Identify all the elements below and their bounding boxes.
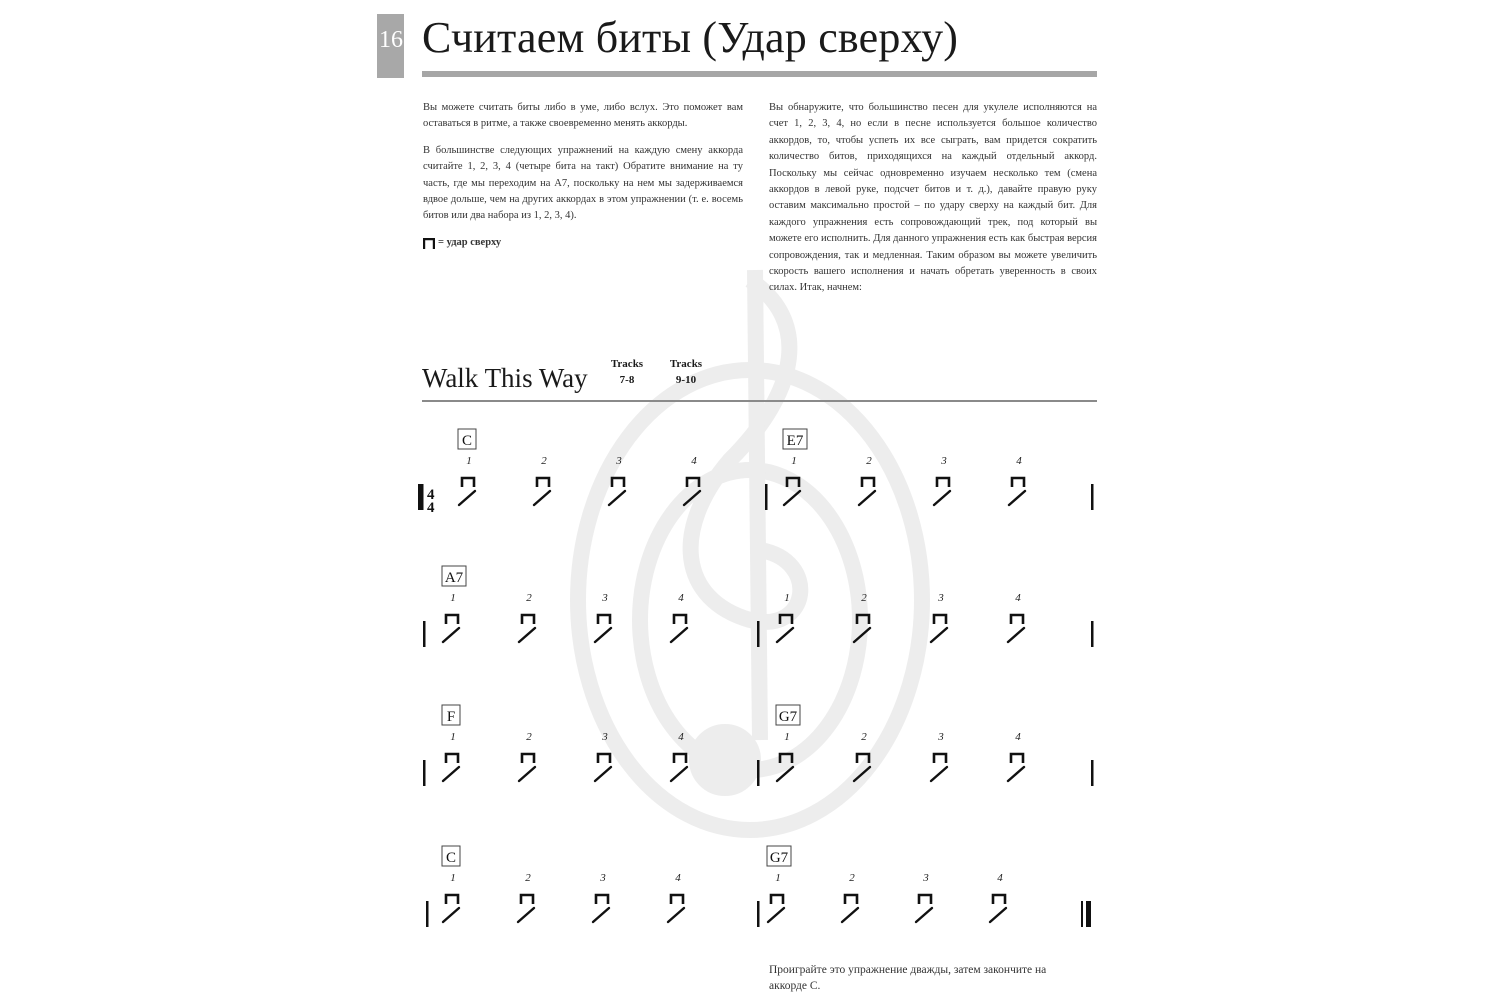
downstroke-symbol xyxy=(845,895,857,904)
slash-notehead xyxy=(777,767,793,781)
beat-number: 1 xyxy=(450,872,456,884)
slash-notehead xyxy=(934,491,950,505)
beat-number: 3 xyxy=(602,592,608,604)
slash-notehead xyxy=(931,628,947,642)
downstroke-symbol xyxy=(937,478,949,487)
downstroke-symbol xyxy=(857,615,869,624)
downstroke-symbol xyxy=(674,754,686,763)
barline xyxy=(1091,484,1094,510)
beat-number: 3 xyxy=(938,731,944,743)
beat-number: 4 xyxy=(1015,592,1021,604)
barline xyxy=(1091,621,1094,647)
beat-number: 2 xyxy=(526,592,532,604)
beat-number: 1 xyxy=(775,872,781,884)
slash-notehead xyxy=(854,767,870,781)
chord-name: E7 xyxy=(786,433,804,449)
tracks-label: Tracks xyxy=(610,358,644,370)
chord-name: A7 xyxy=(444,570,464,586)
downstroke-symbol xyxy=(993,895,1005,904)
intro-paragraph-1: Вы можете считать биты либо в уме, либо вслух. Это поможет вам оставаться в ритме, а также своевременно менять аккорды. xyxy=(423,102,743,130)
beat-number: 3 xyxy=(616,455,622,467)
beat-number: 2 xyxy=(866,455,872,467)
downstroke-symbol xyxy=(934,754,946,763)
downstroke-symbol xyxy=(522,615,534,624)
downstroke-symbol xyxy=(521,895,533,904)
downstroke-symbol xyxy=(446,895,458,904)
beat-number: 2 xyxy=(861,731,867,743)
slash-notehead xyxy=(443,908,459,922)
beat-number: 2 xyxy=(861,592,867,604)
downstroke-symbol xyxy=(462,478,474,487)
slash-notehead xyxy=(595,767,611,781)
chord-name: C xyxy=(445,850,457,866)
barline xyxy=(423,621,426,647)
downstroke-symbol xyxy=(1011,615,1023,624)
slash-notehead xyxy=(609,491,625,505)
beat-number: 2 xyxy=(541,455,547,467)
barline-thin xyxy=(1081,901,1083,927)
downstroke-symbol xyxy=(446,754,458,763)
chord-name: G7 xyxy=(769,850,789,866)
beat-number: 1 xyxy=(466,455,472,467)
slash-notehead xyxy=(595,628,611,642)
downstroke-symbol xyxy=(674,615,686,624)
downstroke-symbol xyxy=(598,615,610,624)
barline xyxy=(426,901,429,927)
slash-notehead xyxy=(1008,628,1024,642)
slash-notehead xyxy=(842,908,858,922)
downstroke-symbol xyxy=(687,478,699,487)
beat-number: 1 xyxy=(784,731,790,743)
downstroke-symbol xyxy=(537,478,549,487)
slash-notehead xyxy=(1008,767,1024,781)
footnote: Проиграйте это упражнение дважды, затем закончите на аккорде C. xyxy=(769,964,1047,992)
song-title: Walk This Way xyxy=(422,363,588,393)
tracks-label: Tracks xyxy=(669,358,703,370)
beat-number: 2 xyxy=(849,872,855,884)
intro-paragraph-3: Вы обнаружите, что большинство песен для укулеле исполняются на счет 1, 2, 3, 4, но если в песне используется большое количество аккордов, то, чтобы успеть их все сыграть, вам придется сократить количество битов, приходящихся на каждый отдельный аккорд. Поскольку мы сейчас одновременно изучаем несколько тем (смена аккордов в левой руке, подсчет битов и т. д.), давайте правую руку оставим максимально простой – по удару сверху на каждый бит. Для каждого упражнения есть сопровождающий трек, под который вы можете его исполнить. Для данного упражнения есть как быстрая версия сопровождения, так и медленная. Таким образом вы можете увеличить скорость вашего исполнения и начать обретать уверенность в своих силах. Итак, начнем: xyxy=(769,102,1097,294)
downstroke-symbol xyxy=(780,754,792,763)
downstroke-symbol xyxy=(612,478,624,487)
beat-number: 1 xyxy=(450,731,456,743)
chord-name: C xyxy=(461,433,473,449)
barline xyxy=(421,484,424,510)
downstroke-symbol xyxy=(1011,754,1023,763)
barline xyxy=(423,760,426,786)
slash-notehead xyxy=(668,908,684,922)
slash-notehead xyxy=(768,908,784,922)
beat-number: 3 xyxy=(941,455,947,467)
barline xyxy=(765,484,768,510)
slash-notehead xyxy=(519,628,535,642)
slash-notehead xyxy=(593,908,609,922)
slash-notehead xyxy=(916,908,932,922)
page-title: Считаем биты (Удар сверху) xyxy=(422,13,959,62)
beat-number: 4 xyxy=(997,872,1003,884)
page-number: 16 xyxy=(379,27,403,53)
slash-notehead xyxy=(443,767,459,781)
downstroke-symbol xyxy=(598,754,610,763)
beat-number: 4 xyxy=(1015,731,1021,743)
intro-paragraph-2: В большинстве следующих упражнений на каждую смену аккорда считайте 1, 2, 3, 4 (четыре бита на такт) Обратите внимание на ту часть, где мы переходим на A7, поскольку на нем мы задерживаемся вдвое дольше, чем на других аккордах в этом упражнении (т. е. восемь битов или два набора из 1, 2, 3, 4). xyxy=(423,144,743,222)
slash-notehead xyxy=(671,767,687,781)
slash-notehead xyxy=(931,767,947,781)
slash-notehead xyxy=(854,628,870,642)
downstroke-symbol xyxy=(596,895,608,904)
beat-number: 4 xyxy=(678,592,684,604)
beat-number: 4 xyxy=(678,731,684,743)
barline xyxy=(757,901,760,927)
downstroke-symbol xyxy=(522,754,534,763)
chord-name: F xyxy=(446,709,456,725)
beat-number: 4 xyxy=(1016,455,1022,467)
slash-notehead xyxy=(459,491,475,505)
start-barline xyxy=(418,484,421,510)
barline-thick xyxy=(1086,901,1091,927)
beat-number: 1 xyxy=(784,592,790,604)
chord-name: G7 xyxy=(778,709,798,725)
beat-number: 4 xyxy=(675,872,681,884)
beat-number: 4 xyxy=(691,455,697,467)
beat-number: 3 xyxy=(600,872,606,884)
downstroke-symbol xyxy=(862,478,874,487)
time-signature-top: 4 xyxy=(427,487,435,503)
downstroke-symbol xyxy=(780,615,792,624)
barline xyxy=(757,760,760,786)
barline xyxy=(1091,760,1094,786)
downstroke-symbol xyxy=(857,754,869,763)
downstroke-symbol xyxy=(771,895,783,904)
slash-notehead xyxy=(1009,491,1025,505)
downstroke-symbol xyxy=(919,895,931,904)
downstroke-symbol xyxy=(671,895,683,904)
slash-notehead xyxy=(519,767,535,781)
beat-number: 3 xyxy=(602,731,608,743)
slash-notehead xyxy=(443,628,459,642)
beat-number: 3 xyxy=(923,872,929,884)
tracks-numbers: 9-10 xyxy=(675,374,697,386)
slash-notehead xyxy=(859,491,875,505)
downstroke-symbol xyxy=(446,615,458,624)
slash-notehead xyxy=(671,628,687,642)
beat-number: 1 xyxy=(450,592,456,604)
slash-notehead xyxy=(518,908,534,922)
barline xyxy=(757,621,760,647)
slash-notehead xyxy=(990,908,1006,922)
slash-notehead xyxy=(534,491,550,505)
downstroke-legend-label: = удар сверху xyxy=(438,236,502,248)
time-signature-bottom: 4 xyxy=(427,500,435,516)
tracks-numbers: 7-8 xyxy=(619,374,635,386)
downstroke-symbol xyxy=(787,478,799,487)
beat-number: 2 xyxy=(525,872,531,884)
beat-number: 2 xyxy=(526,731,532,743)
downstroke-symbol xyxy=(934,615,946,624)
slash-notehead xyxy=(784,491,800,505)
downstroke-symbol xyxy=(1012,478,1024,487)
beat-number: 1 xyxy=(791,455,797,467)
beat-number: 3 xyxy=(938,592,944,604)
slash-notehead xyxy=(684,491,700,505)
slash-notehead xyxy=(777,628,793,642)
